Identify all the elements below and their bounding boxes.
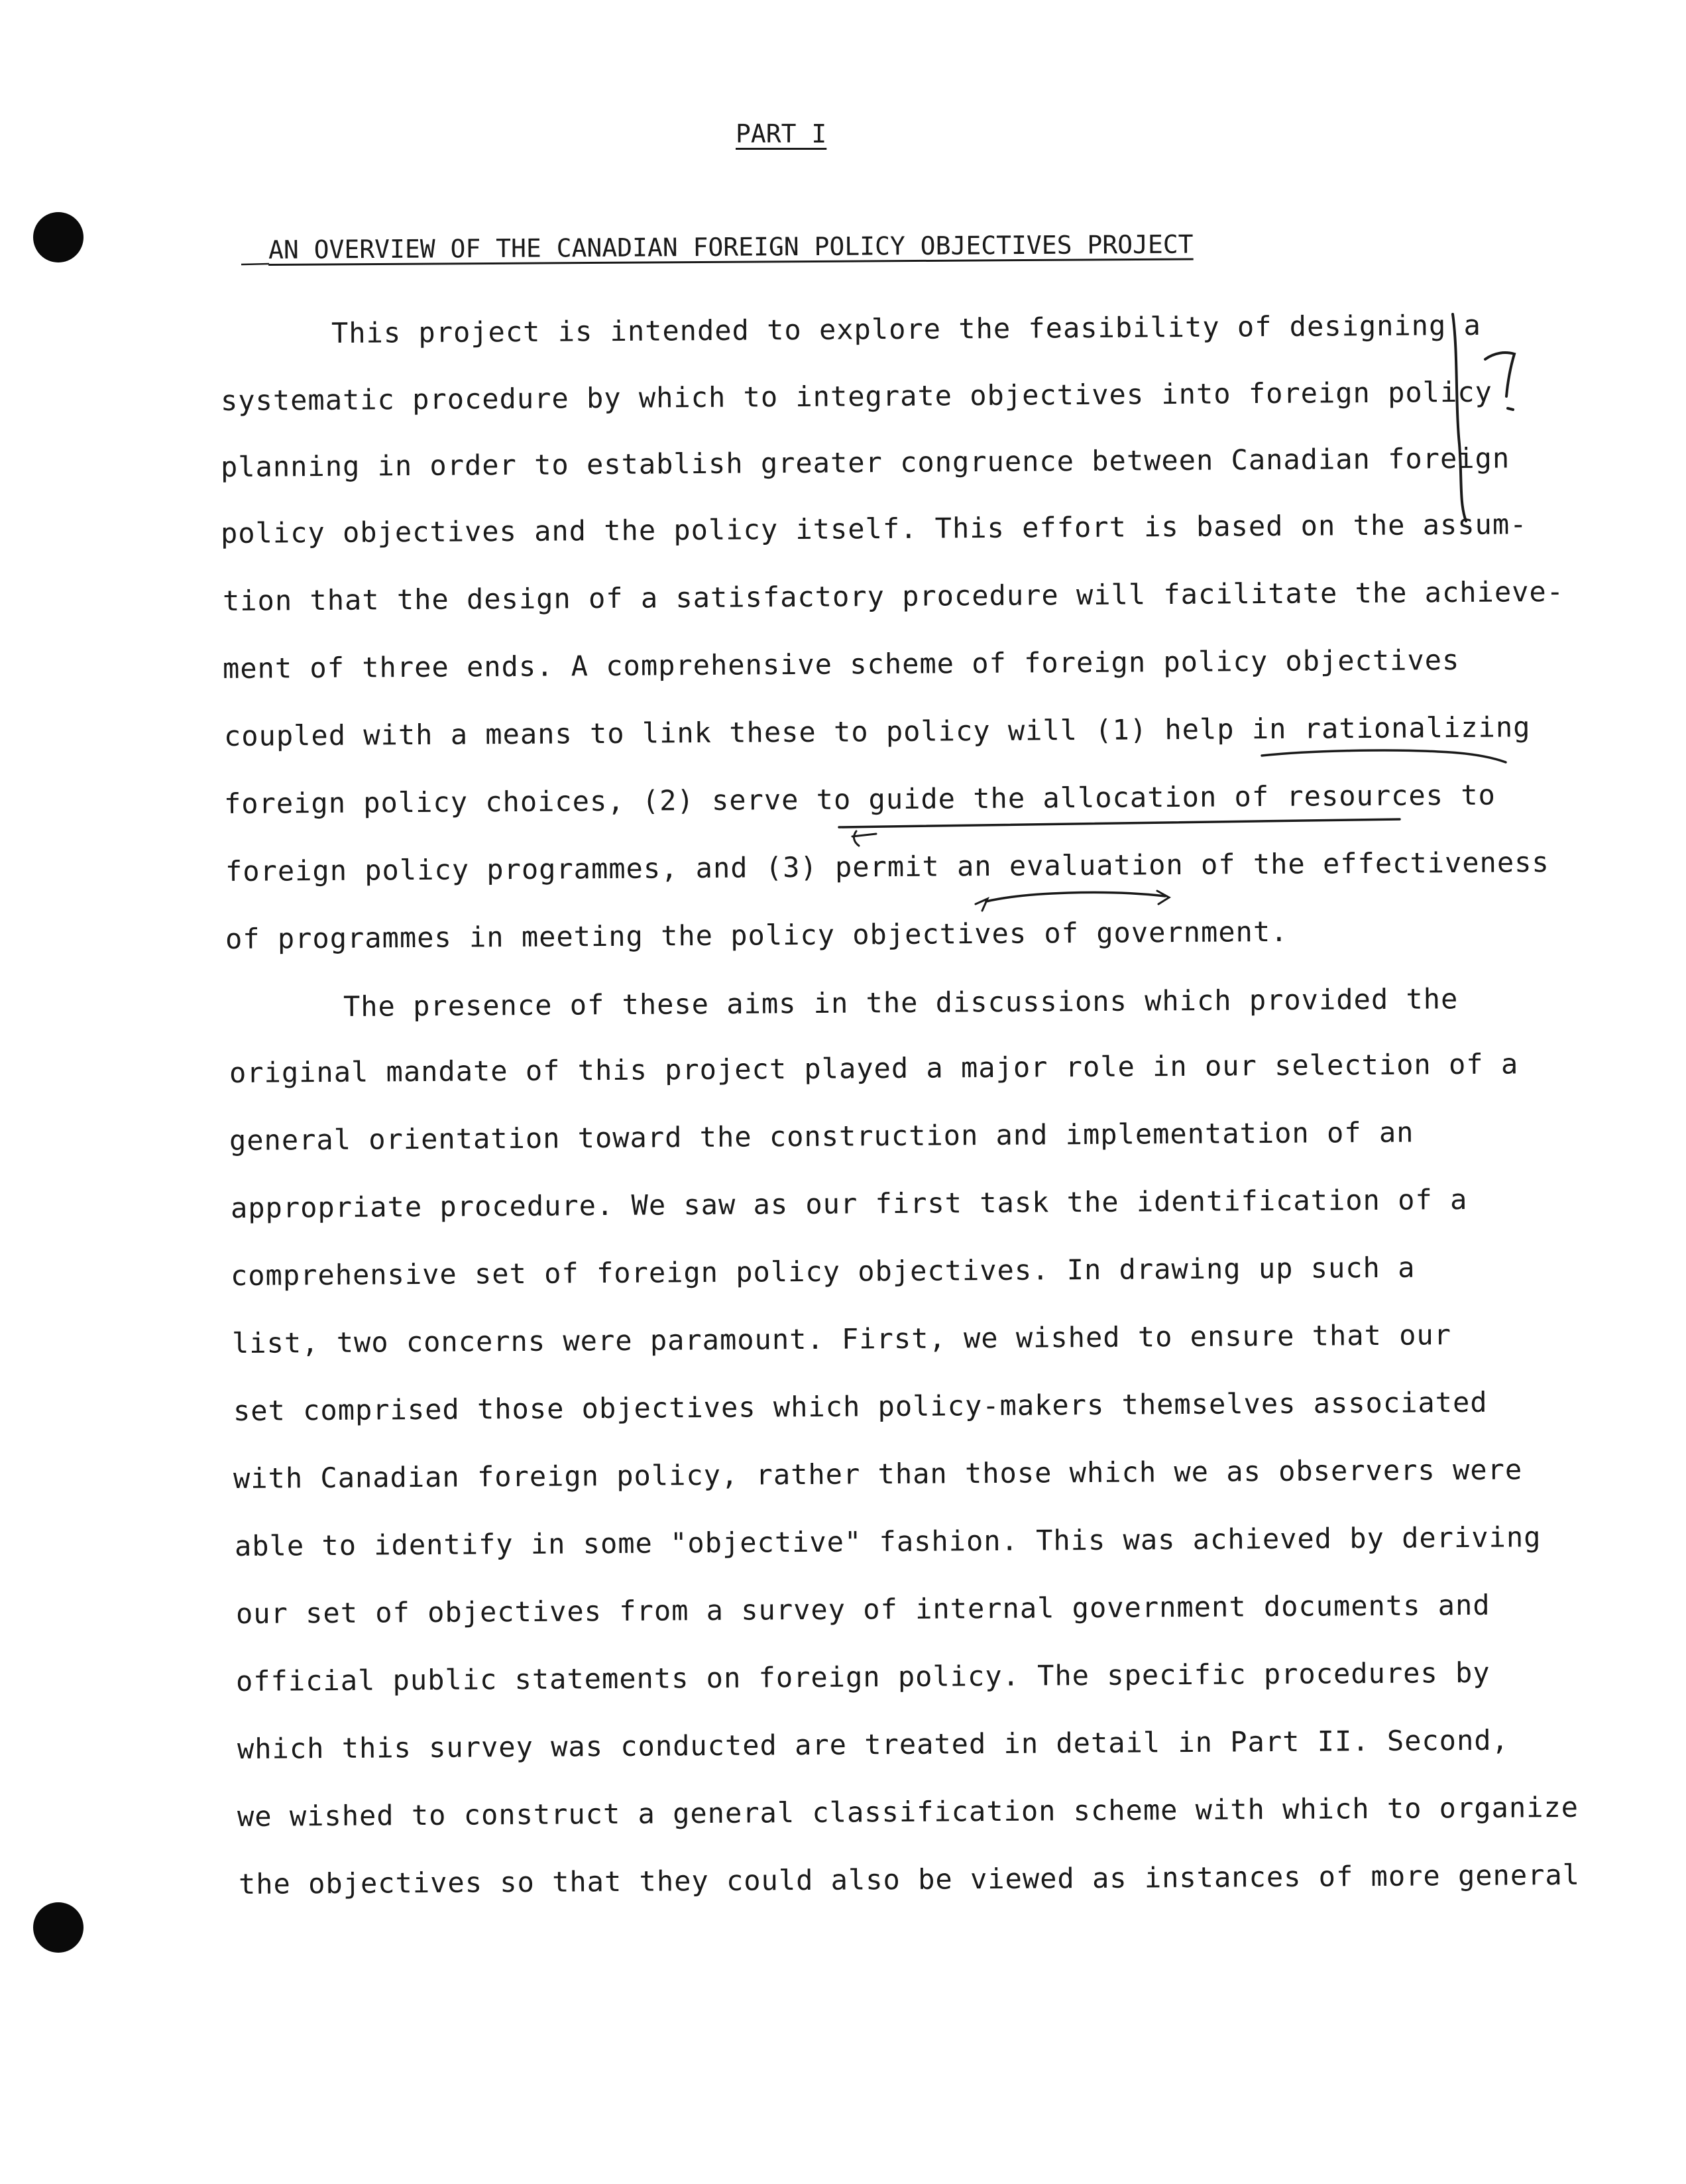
punch-hole-bottom	[33, 1902, 84, 1953]
handwritten-underline-rationalizing	[1259, 748, 1511, 774]
text-line-24: the objectives so that they could also be viewed as instances of more general	[238, 1858, 1581, 1900]
punch-hole-top	[33, 212, 84, 262]
section-title: AN OVERVIEW OF THE CANADIAN FOREIGN POLICY OBJECTIVES PROJECT	[268, 229, 1194, 264]
margin-check-annotation	[1481, 345, 1521, 424]
text-line-12: original mandate of this project played a major role in our selection of a	[229, 1047, 1519, 1089]
text-line-7: coupled with a means to link these to policy will (1) help in rationalizing	[223, 711, 1531, 752]
text-line-6: ment of three ends. A comprehensive scheme of foreign policy objectives	[222, 643, 1460, 685]
text-line-4: policy objectives and the policy itself. This effort is based on the assum-	[220, 508, 1528, 549]
text-line-5: tion that the design of a satisfactory procedure will facilitate the achieve-	[222, 575, 1565, 617]
text-line-16: list, two concerns were paramount. First, we wished to ensure that our	[231, 1318, 1452, 1359]
text-line-20: our set of objectives from a survey of internal government documents and	[235, 1588, 1490, 1630]
text-line-17: set comprised those objectives which policy-makers themselves associated	[233, 1385, 1488, 1427]
title-dash-mark	[240, 261, 270, 268]
text-line-19: able to identify in some "objective" fashion. This was achieved by deriving	[234, 1521, 1542, 1562]
text-line-21: official public statements on foreign policy. The specific procedures by	[235, 1656, 1490, 1697]
text-line-1: This project is intended to explore the feasibility of designing a	[331, 308, 1482, 349]
text-line-13: general orientation toward the construction and implementation of an	[229, 1116, 1414, 1157]
text-line-10: of programmes in meeting the policy objectives of government.	[225, 915, 1288, 955]
text-line-15: comprehensive set of foreign policy objectives. In drawing up such a	[230, 1251, 1416, 1292]
handwritten-underline-evaluation	[973, 884, 1185, 917]
text-line-3: planning in order to establish greater congruence between Canadian foreign	[220, 441, 1510, 483]
text-line-11: The presence of these aims in the discussions which provided the	[343, 982, 1459, 1023]
margin-bracket-annotation	[1450, 312, 1470, 524]
text-line-8: foreign policy choices, (2) serve to guide the allocation of resources to	[223, 778, 1496, 820]
text-line-18: with Canadian foreign policy, rather than those which we as observers were	[233, 1453, 1523, 1495]
text-line-14: appropriate procedure. We saw as our first task the identification of a	[230, 1182, 1468, 1224]
handwritten-underline-allocation	[836, 817, 1406, 850]
text-line-22: which this survey was conducted are treated in detail in Part II. Second,	[237, 1723, 1510, 1765]
text-line-23: we wished to construct a general classification scheme with which to organize	[237, 1790, 1579, 1833]
text-line-9: foreign policy programmes, and (3) permit an evaluation of the effectiveness	[225, 846, 1549, 888]
text-line-2: systematic procedure by which to integrate objectives into foreign policy	[220, 375, 1493, 417]
part-title: PART I	[736, 119, 827, 148]
